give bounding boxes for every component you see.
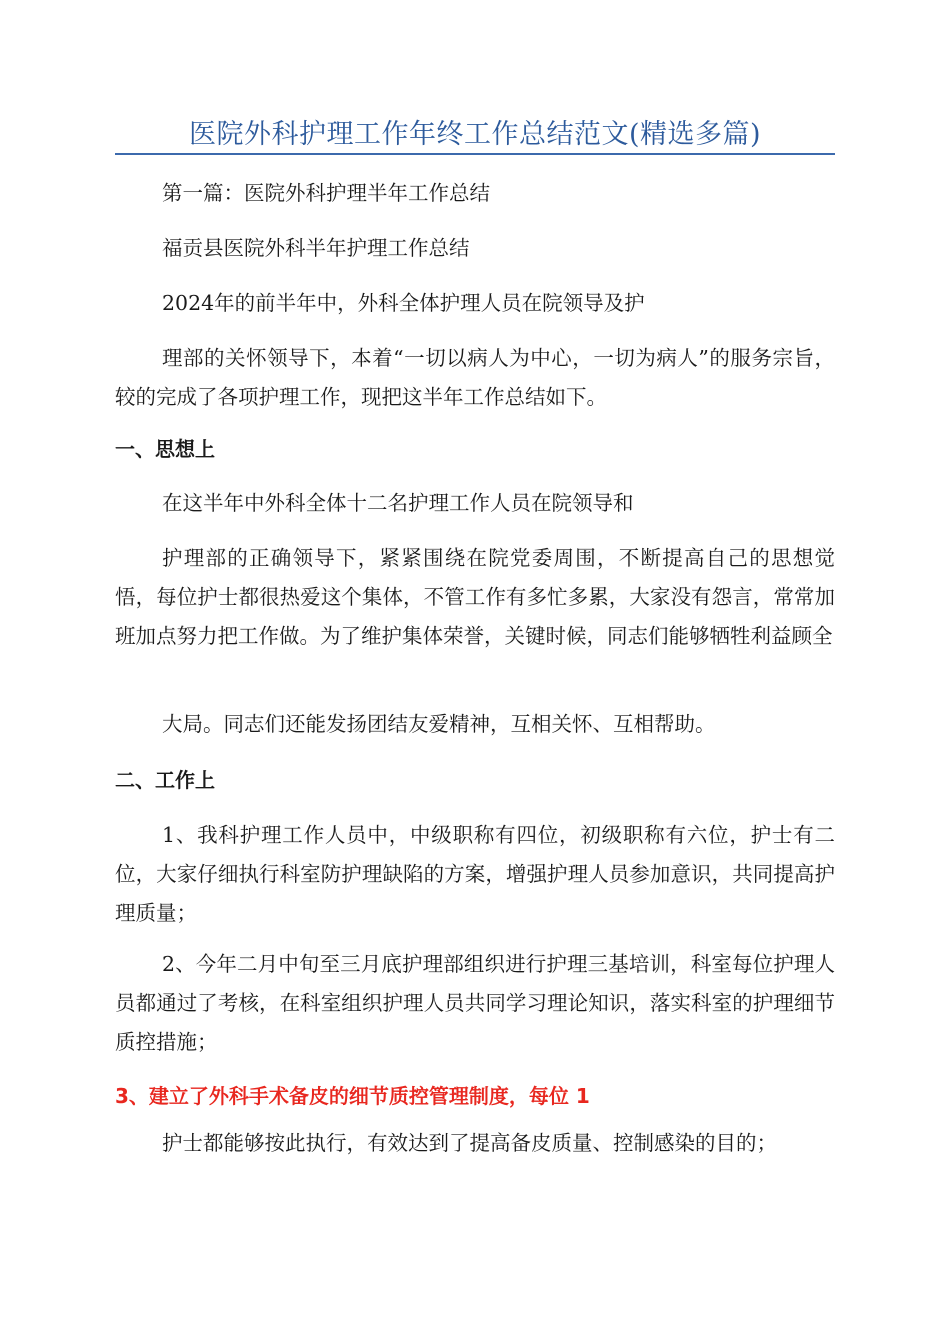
section-heading-work: 二、工作上 xyxy=(115,768,215,792)
document-title: 医院外科护理工作年终工作总结范文(精选多篇) xyxy=(188,119,762,150)
paragraph-intro-2: 理部的关怀领导下，本着“一切以病人为中心，一切为病人”的服务宗旨，较的完成了各项护理工作，现把这半年工作总结如下。 xyxy=(115,346,835,409)
paragraph-report-title: 福贡县医院外科半年护理工作总结 xyxy=(162,236,470,260)
title-underline xyxy=(115,153,835,155)
paragraph-chapter-heading: 第一篇：医院外科护理半年工作总结 xyxy=(162,181,490,205)
paragraph-work-item-2: 2、今年二月中旬至三月底护理部组织进行护理三基培训，科室每位护理人员都通过了考核，在科室组织护理人员共同学习理论知识，落实科室的护理细节质控措施； xyxy=(115,952,835,1054)
paragraph-work-item-3: 护士都能够按此执行，有效达到了提高备皮质量、控制感染的目的； xyxy=(162,1131,777,1155)
paragraph-intro-1: 2024年的前半年中，外科全体护理人员在院领导及护 xyxy=(162,291,645,315)
paragraph-work-item-1: 1、我科护理工作人员中，中级职称有四位，初级职称有六位，护士有二位，大家仔细执行科室防护理缺陷的方案，增强护理人员参加意识，共同提高护理质量； xyxy=(115,823,835,925)
paragraph-thought-3: 大局。同志们还能发扬团结友爱精神，互相关怀、互相帮助。 xyxy=(162,712,716,736)
paragraph-thought-1: 在这半年中外科全体十二名护理工作人员在院领导和 xyxy=(162,491,634,515)
section-heading-thought: 一、思想上 xyxy=(115,437,215,461)
paragraph-thought-2: 护理部的正确领导下，紧紧围绕在院党委周围，不断提高自己的思想觉悟，每位护士都很热爱这个集体，不管工作有多忙多累，大家没有怨言，常常加班加点努力把工作做。为了维护集体荣誉，关键时候，同志们能够牺牲利益顾全 xyxy=(115,546,835,648)
highlighted-heading-item-3: 3、建立了外科手术备皮的细节质控管理制度，每位 1 xyxy=(115,1084,590,1108)
